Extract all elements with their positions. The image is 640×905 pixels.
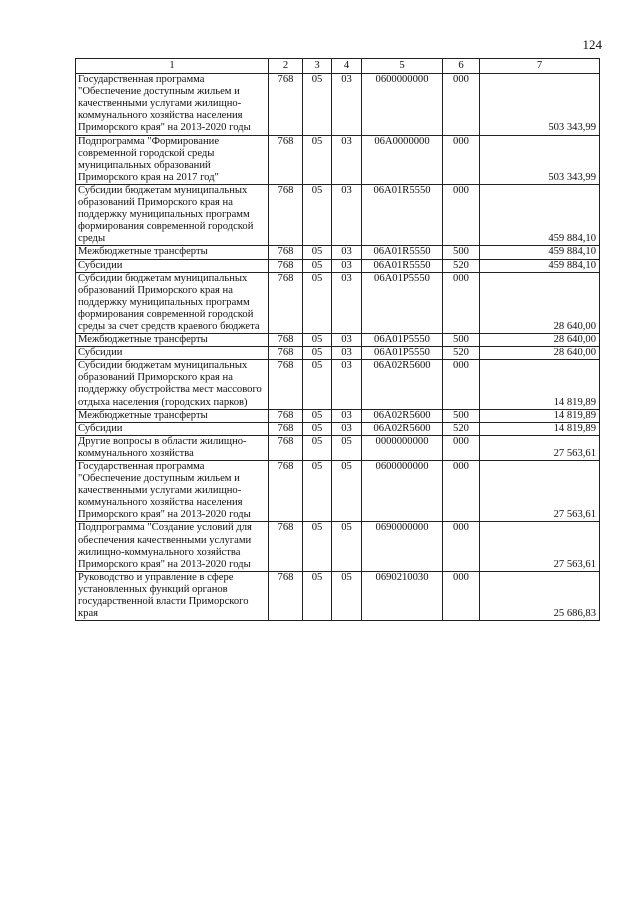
table-row bbox=[76, 571, 600, 620]
table-row bbox=[76, 184, 600, 245]
subsection-code-cell: 03 bbox=[332, 272, 362, 333]
row-name-cell: Государственная программа "Обеспечение доступным жильем и качественными услугами жилищно-коммунального хозяйства населения Приморского края" на 2013-2020 годы bbox=[76, 74, 269, 135]
row-name-cell: Подпрограмма "Создание условий для обеспечения качественными услугами жилищно-коммунального хозяйства Приморского края" на 2013-2020 годы bbox=[76, 522, 269, 571]
target-article-cell: 06А02R5600 bbox=[362, 360, 443, 409]
target-article-cell: 06А0000000 bbox=[362, 135, 443, 184]
header-cell: 3 bbox=[303, 59, 332, 74]
target-article-cell: 0690210030 bbox=[362, 571, 443, 620]
table-row bbox=[76, 461, 600, 522]
subsection-code-cell: 03 bbox=[332, 360, 362, 409]
row-name-cell: Субсидии bbox=[76, 259, 269, 272]
header-row bbox=[76, 59, 600, 74]
expense-type-cell: 500 bbox=[443, 409, 480, 422]
subsection-code-cell: 03 bbox=[332, 135, 362, 184]
ministry-code-cell: 768 bbox=[269, 422, 303, 435]
section-code-cell: 05 bbox=[303, 246, 332, 259]
table-row bbox=[76, 347, 600, 360]
table-row bbox=[76, 409, 600, 422]
amount-cell: 14 819,89 bbox=[480, 409, 600, 422]
table-row bbox=[76, 272, 600, 333]
row-name-cell: Субсидии bbox=[76, 347, 269, 360]
expense-type-cell: 520 bbox=[443, 347, 480, 360]
row-name-cell: Руководство и управление в сфере установленных функций органов государственной власти Приморского края bbox=[76, 571, 269, 620]
expense-type-cell: 000 bbox=[443, 135, 480, 184]
section-code-cell: 05 bbox=[303, 74, 332, 135]
section-code-cell: 05 bbox=[303, 272, 332, 333]
section-code-cell: 05 bbox=[303, 360, 332, 409]
ministry-code-cell: 768 bbox=[269, 347, 303, 360]
subsection-code-cell: 03 bbox=[332, 184, 362, 245]
amount-cell: 503 343,99 bbox=[480, 74, 600, 135]
section-code-cell: 05 bbox=[303, 334, 332, 347]
row-name-cell: Межбюджетные трансферты bbox=[76, 334, 269, 347]
table-row bbox=[76, 74, 600, 135]
expense-type-cell: 000 bbox=[443, 571, 480, 620]
expense-type-cell: 000 bbox=[443, 522, 480, 571]
ministry-code-cell: 768 bbox=[269, 259, 303, 272]
table-row bbox=[76, 135, 600, 184]
page-number: 124 bbox=[582, 37, 602, 52]
amount-cell: 28 640,00 bbox=[480, 272, 600, 333]
expense-type-cell: 500 bbox=[443, 334, 480, 347]
ministry-code-cell: 768 bbox=[269, 74, 303, 135]
amount-cell: 459 884,10 bbox=[480, 259, 600, 272]
row-name-cell: Межбюджетные трансферты bbox=[76, 409, 269, 422]
expense-type-cell: 520 bbox=[443, 259, 480, 272]
ministry-code-cell: 768 bbox=[269, 360, 303, 409]
row-name-cell: Межбюджетные трансферты bbox=[76, 246, 269, 259]
expense-type-cell: 500 bbox=[443, 246, 480, 259]
target-article-cell: 0600000000 bbox=[362, 461, 443, 522]
target-article-cell: 06А01Р5550 bbox=[362, 334, 443, 347]
table-row bbox=[76, 422, 600, 435]
target-article-cell: 06А02R5600 bbox=[362, 409, 443, 422]
header-cell: 4 bbox=[332, 59, 362, 74]
table-row bbox=[76, 259, 600, 272]
subsection-code-cell: 03 bbox=[332, 246, 362, 259]
amount-cell: 27 563,61 bbox=[480, 461, 600, 522]
header-cell: 1 bbox=[76, 59, 269, 74]
header-cell: 7 bbox=[480, 59, 600, 74]
section-code-cell: 05 bbox=[303, 184, 332, 245]
header-cell: 2 bbox=[269, 59, 303, 74]
table-row bbox=[76, 246, 600, 259]
amount-cell: 27 563,61 bbox=[480, 522, 600, 571]
section-code-cell: 05 bbox=[303, 259, 332, 272]
expense-type-cell: 000 bbox=[443, 435, 480, 460]
amount-cell: 14 819,89 bbox=[480, 360, 600, 409]
ministry-code-cell: 768 bbox=[269, 435, 303, 460]
budget-table bbox=[75, 58, 600, 621]
row-name-cell: Другие вопросы в области жилищно-коммунального хозяйства bbox=[76, 435, 269, 460]
row-name-cell: Субсидии bbox=[76, 422, 269, 435]
amount-cell: 14 819,89 bbox=[480, 422, 600, 435]
subsection-code-cell: 03 bbox=[332, 259, 362, 272]
row-name-cell: Субсидии бюджетам муниципальных образований Приморского края на поддержку муниципальных программ формирования современной городской среды за счет средств краевого бюджета bbox=[76, 272, 269, 333]
table-row bbox=[76, 360, 600, 409]
ministry-code-cell: 768 bbox=[269, 409, 303, 422]
expense-type-cell: 000 bbox=[443, 74, 480, 135]
section-code-cell: 05 bbox=[303, 347, 332, 360]
target-article-cell: 06А01R5550 bbox=[362, 246, 443, 259]
subsection-code-cell: 05 bbox=[332, 522, 362, 571]
expense-type-cell: 000 bbox=[443, 461, 480, 522]
ministry-code-cell: 768 bbox=[269, 246, 303, 259]
section-code-cell: 05 bbox=[303, 409, 332, 422]
subsection-code-cell: 03 bbox=[332, 409, 362, 422]
table-row bbox=[76, 435, 600, 460]
ministry-code-cell: 768 bbox=[269, 522, 303, 571]
expense-type-cell: 000 bbox=[443, 360, 480, 409]
section-code-cell: 05 bbox=[303, 461, 332, 522]
subsection-code-cell: 05 bbox=[332, 435, 362, 460]
expense-type-cell: 000 bbox=[443, 184, 480, 245]
section-code-cell: 05 bbox=[303, 571, 332, 620]
subsection-code-cell: 03 bbox=[332, 74, 362, 135]
row-name-cell: Подпрограмма "Формирование современной городской среды муниципальных образований Приморского края на 2017 год" bbox=[76, 135, 269, 184]
amount-cell: 27 563,61 bbox=[480, 435, 600, 460]
target-article-cell: 06А02R5600 bbox=[362, 422, 443, 435]
ministry-code-cell: 768 bbox=[269, 571, 303, 620]
table-body bbox=[76, 59, 600, 621]
section-code-cell: 05 bbox=[303, 422, 332, 435]
subsection-code-cell: 03 bbox=[332, 347, 362, 360]
target-article-cell: 0690000000 bbox=[362, 522, 443, 571]
amount-cell: 459 884,10 bbox=[480, 246, 600, 259]
amount-cell: 25 686,83 bbox=[480, 571, 600, 620]
ministry-code-cell: 768 bbox=[269, 272, 303, 333]
subsection-code-cell: 03 bbox=[332, 422, 362, 435]
ministry-code-cell: 768 bbox=[269, 135, 303, 184]
target-article-cell: 06А01Р5550 bbox=[362, 347, 443, 360]
section-code-cell: 05 bbox=[303, 435, 332, 460]
header-cell: 6 bbox=[443, 59, 480, 74]
table-row bbox=[76, 334, 600, 347]
target-article-cell: 0000000000 bbox=[362, 435, 443, 460]
amount-cell: 28 640,00 bbox=[480, 347, 600, 360]
target-article-cell: 0600000000 bbox=[362, 74, 443, 135]
ministry-code-cell: 768 bbox=[269, 334, 303, 347]
amount-cell: 503 343,99 bbox=[480, 135, 600, 184]
section-code-cell: 05 bbox=[303, 522, 332, 571]
subsection-code-cell: 05 bbox=[332, 461, 362, 522]
target-article-cell: 06А01R5550 bbox=[362, 184, 443, 245]
target-article-cell: 06А01Р5550 bbox=[362, 272, 443, 333]
expense-type-cell: 520 bbox=[443, 422, 480, 435]
subsection-code-cell: 05 bbox=[332, 571, 362, 620]
target-article-cell: 06А01R5550 bbox=[362, 259, 443, 272]
section-code-cell: 05 bbox=[303, 135, 332, 184]
row-name-cell: Субсидии бюджетам муниципальных образований Приморского края на поддержку обустройства мест массового отдыха населения (городских парков) bbox=[76, 360, 269, 409]
ministry-code-cell: 768 bbox=[269, 461, 303, 522]
amount-cell: 459 884,10 bbox=[480, 184, 600, 245]
row-name-cell: Субсидии бюджетам муниципальных образований Приморского края на поддержку муниципальных программ формирования современной городской среды bbox=[76, 184, 269, 245]
amount-cell: 28 640,00 bbox=[480, 334, 600, 347]
table-row bbox=[76, 522, 600, 571]
subsection-code-cell: 03 bbox=[332, 334, 362, 347]
header-cell: 5 bbox=[362, 59, 443, 74]
ministry-code-cell: 768 bbox=[269, 184, 303, 245]
row-name-cell: Государственная программа "Обеспечение доступным жильем и качественными услугами жилищно-коммунального хозяйства населения Приморского края" на 2013-2020 годы bbox=[76, 461, 269, 522]
expense-type-cell: 000 bbox=[443, 272, 480, 333]
